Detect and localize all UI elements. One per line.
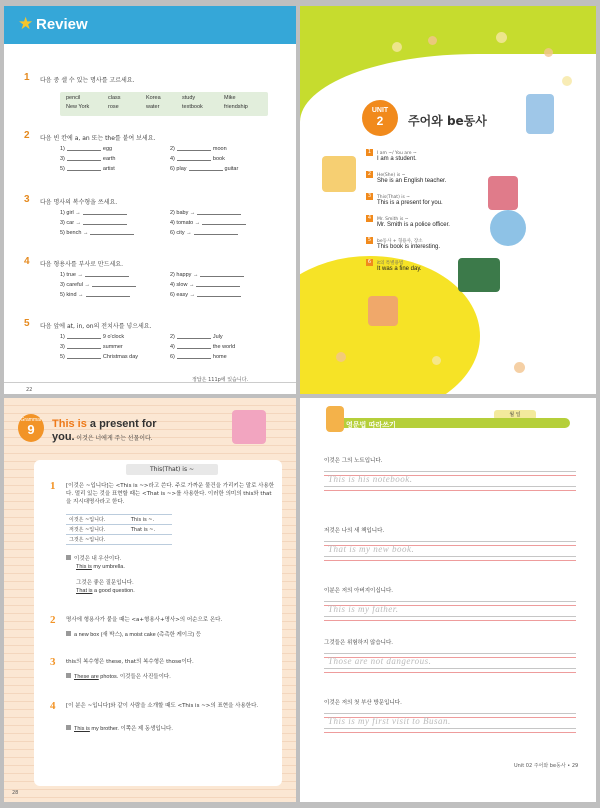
word: rose <box>108 104 119 110</box>
star-icon: ★ <box>18 14 34 34</box>
exercise-item: 4) the world <box>170 344 236 350</box>
exercise-item: 6) city → <box>170 230 240 236</box>
exercise-item: 4) book <box>170 156 225 162</box>
boy-sitting-illustration <box>368 296 398 326</box>
page-footer <box>4 382 296 394</box>
exercise-item: 1) egg <box>60 146 113 152</box>
exercise-item: 3) summer <box>60 344 123 350</box>
bird-illustration <box>490 210 526 246</box>
exercise-item: 2) baby → <box>170 210 243 216</box>
exercise-item: 4) slow → <box>170 282 242 288</box>
decorative-dot <box>496 32 507 43</box>
gift-girl-illustration <box>232 410 266 444</box>
writing-header: 영문법 따라쓰기 <box>346 421 396 429</box>
question-text: 다음 중 셀 수 있는 명사를 고르세요. <box>40 77 135 84</box>
decorative-dot <box>514 362 525 373</box>
grammar-page <box>4 398 296 802</box>
grammar-badge-label: Grammar <box>20 417 42 423</box>
point-number: 4 <box>50 700 56 712</box>
writing-block: 저것은 나의 새 책입니다. That is my new book. <box>324 526 576 566</box>
question-number: 4 <box>24 256 30 267</box>
exercise-item: 5) Christmas day <box>60 354 139 360</box>
page-footer: Unit 02 주어와 be동사 • 29 <box>514 763 579 769</box>
word: Mike <box>224 95 236 101</box>
decorative-dot <box>392 42 402 52</box>
question-number: 3 <box>24 194 30 205</box>
example-text: a new box (새 박스), a moist cake (촉촉한 케이크) 등 <box>66 630 201 638</box>
point-text: [이 분은 ~입니다]와 같이 사람을 소개할 때도 <This is ~>의 표현을 사용한다. <box>66 703 259 709</box>
question-text: 다음 형용사를 부사로 만드세요. <box>40 261 123 268</box>
exercise-item: 1) true → <box>60 272 131 278</box>
decorative-dot <box>562 76 572 86</box>
question-text: 다음 앞에 at, in, on의 전치사를 넣으세요. <box>40 323 152 330</box>
girl-reading-illustration <box>322 156 356 192</box>
gift-box-illustration <box>488 176 518 210</box>
point-number: 2 <box>50 614 56 626</box>
exercise-item: 6) home <box>170 354 227 360</box>
exercise-item: 6) play guitar <box>170 166 239 172</box>
exercise-item: 2) moon <box>170 146 227 152</box>
point-text: this의 복수형은 these, that의 복수형은 those이다. <box>66 659 194 665</box>
unit-title: 주어와 be동사 <box>408 114 487 128</box>
exercise-item: 3) earth <box>60 156 116 162</box>
question-number: 1 <box>24 72 30 83</box>
decorative-dot <box>336 352 346 362</box>
example-text: These are photos. 이것들은 사진들이다. <box>66 672 171 680</box>
example-text: This is my brother. 이쪽은 제 동생입니다. <box>66 724 173 732</box>
grammar-badge <box>18 414 44 442</box>
page-number: 22 <box>26 387 33 393</box>
review-title: Review <box>36 16 88 33</box>
decorative-dot <box>544 48 553 57</box>
word: New York <box>66 104 90 110</box>
word: friendship <box>224 104 248 110</box>
word: Korea <box>146 95 161 101</box>
writing-block: 이분은 저의 아버지이십니다. This is my father. <box>324 586 576 626</box>
unit-point: 2 He(She) is ~ She is an English teacher. <box>367 171 447 184</box>
question-number: 5 <box>24 318 30 329</box>
exercise-item: 5) artist <box>60 166 115 172</box>
exercise-item: 3) car → <box>60 220 129 226</box>
girl-illustration <box>326 406 344 432</box>
trace-text: That is my new book. <box>328 544 415 554</box>
example-english: This is my umbrella. <box>76 564 125 570</box>
review-page <box>4 6 296 394</box>
word: water <box>146 104 160 110</box>
trace-text: This is my father. <box>328 604 399 614</box>
exercise-item: 2) happy → <box>170 272 246 278</box>
unit-badge-number: 2 <box>376 114 384 128</box>
grammar-badge-number: 9 <box>27 422 35 437</box>
point-number: 3 <box>50 656 56 668</box>
date-field: 월 일 <box>494 410 536 420</box>
exercise-item: 1) girl → <box>60 210 129 216</box>
unit-point: 3 This(That) is ~ This is a present for you. <box>367 193 443 206</box>
exercise-item: 2) July <box>170 334 223 340</box>
exercise-item: 5) bench → <box>60 230 136 236</box>
trace-text: Those are not dangerous. <box>328 656 432 666</box>
unit-point: 1 I am ~/ You are ~ I am a student. <box>367 149 417 162</box>
review-header <box>4 6 296 44</box>
trace-text: This is his notebook. <box>328 474 413 484</box>
word: study <box>182 95 196 101</box>
exercise-item: 6) easy → <box>170 292 243 298</box>
word-box <box>60 92 268 116</box>
decorative-dot <box>432 356 441 365</box>
police-officer-illustration <box>526 94 554 134</box>
exercise-item: 1) 9 o'clock <box>60 334 125 340</box>
pattern-table: 이것은 ~입니다. This is ~. 저것은 ~입니다. That is ~. 그것은 ~입니다. <box>66 514 172 545</box>
writing-practice-page <box>300 398 596 802</box>
word: textbook <box>182 104 203 110</box>
example-english: That is a good question. <box>76 588 135 594</box>
unit-point: 5 be동사 + 형용사, 장소 This book is interesting. <box>367 237 441 250</box>
question-text: 다음 빈 칸에 a, an 또는 the를 붙여 보세요. <box>40 135 156 142</box>
word: class <box>108 95 121 101</box>
word: pencil <box>66 95 81 101</box>
trace-text: This is my first visit to Busan. <box>328 716 451 726</box>
exercise-item: 5) kind → <box>60 292 132 298</box>
unit-point: 4 Mr. Smith is ~ Mr. Smith is a police officer. <box>367 215 450 228</box>
question-number: 2 <box>24 130 30 141</box>
unit-badge-label: UNIT <box>371 107 389 114</box>
question-text: 다음 명사의 복수형을 쓰세요. <box>40 199 118 206</box>
exercise-item: 4) tomato → <box>170 220 248 226</box>
answer-note: 정답은 111p에 있습니다. <box>192 377 249 383</box>
decorative-dot <box>428 36 437 45</box>
grammar-tag: This(That) is ~ <box>126 464 218 475</box>
unit-point: 6 it의 특별용법 It was a fine day. <box>367 259 422 272</box>
unit-intro-page <box>300 6 596 394</box>
writing-block: 그것들은 위험하지 않습니다. Those are not dangerous. <box>324 638 576 678</box>
grammar-title: This is a present for you. 이것은 너에게 주는 선물이다. <box>52 418 157 443</box>
teacher-board-illustration <box>458 258 500 292</box>
grammar-content-box <box>34 460 282 786</box>
page-number: 28 <box>12 790 19 796</box>
point-text: 명사에 형용사가 붙을 때는 <a+형용사+명사>의 어순으로 온다. <box>66 617 223 623</box>
example-korean: 그것은 좋은 질문입니다. <box>76 580 134 586</box>
unit-badge <box>362 100 398 136</box>
writing-block: 이것은 그의 노트입니다. This is his notebook. <box>324 456 576 496</box>
point-number: 1 <box>50 480 56 492</box>
exercise-item: 3) careful → <box>60 282 138 288</box>
point-text: [이것은 ~입니다]는 <This is ~>라고 쓴다. 주로 가까운 물건을 가리키는 말로 사용한다. 멀리 있는 것을 표현할 때는 <That is ~>를 사용한다. 이러한 의미의 this와 that을 지시대명사라고 한다. <box>66 483 275 505</box>
writing-block: 이것은 저의 첫 부산 방문입니다. This is my first visit to Busan. <box>324 698 576 738</box>
example-korean: 이것은 내 우산이다. <box>66 554 121 562</box>
